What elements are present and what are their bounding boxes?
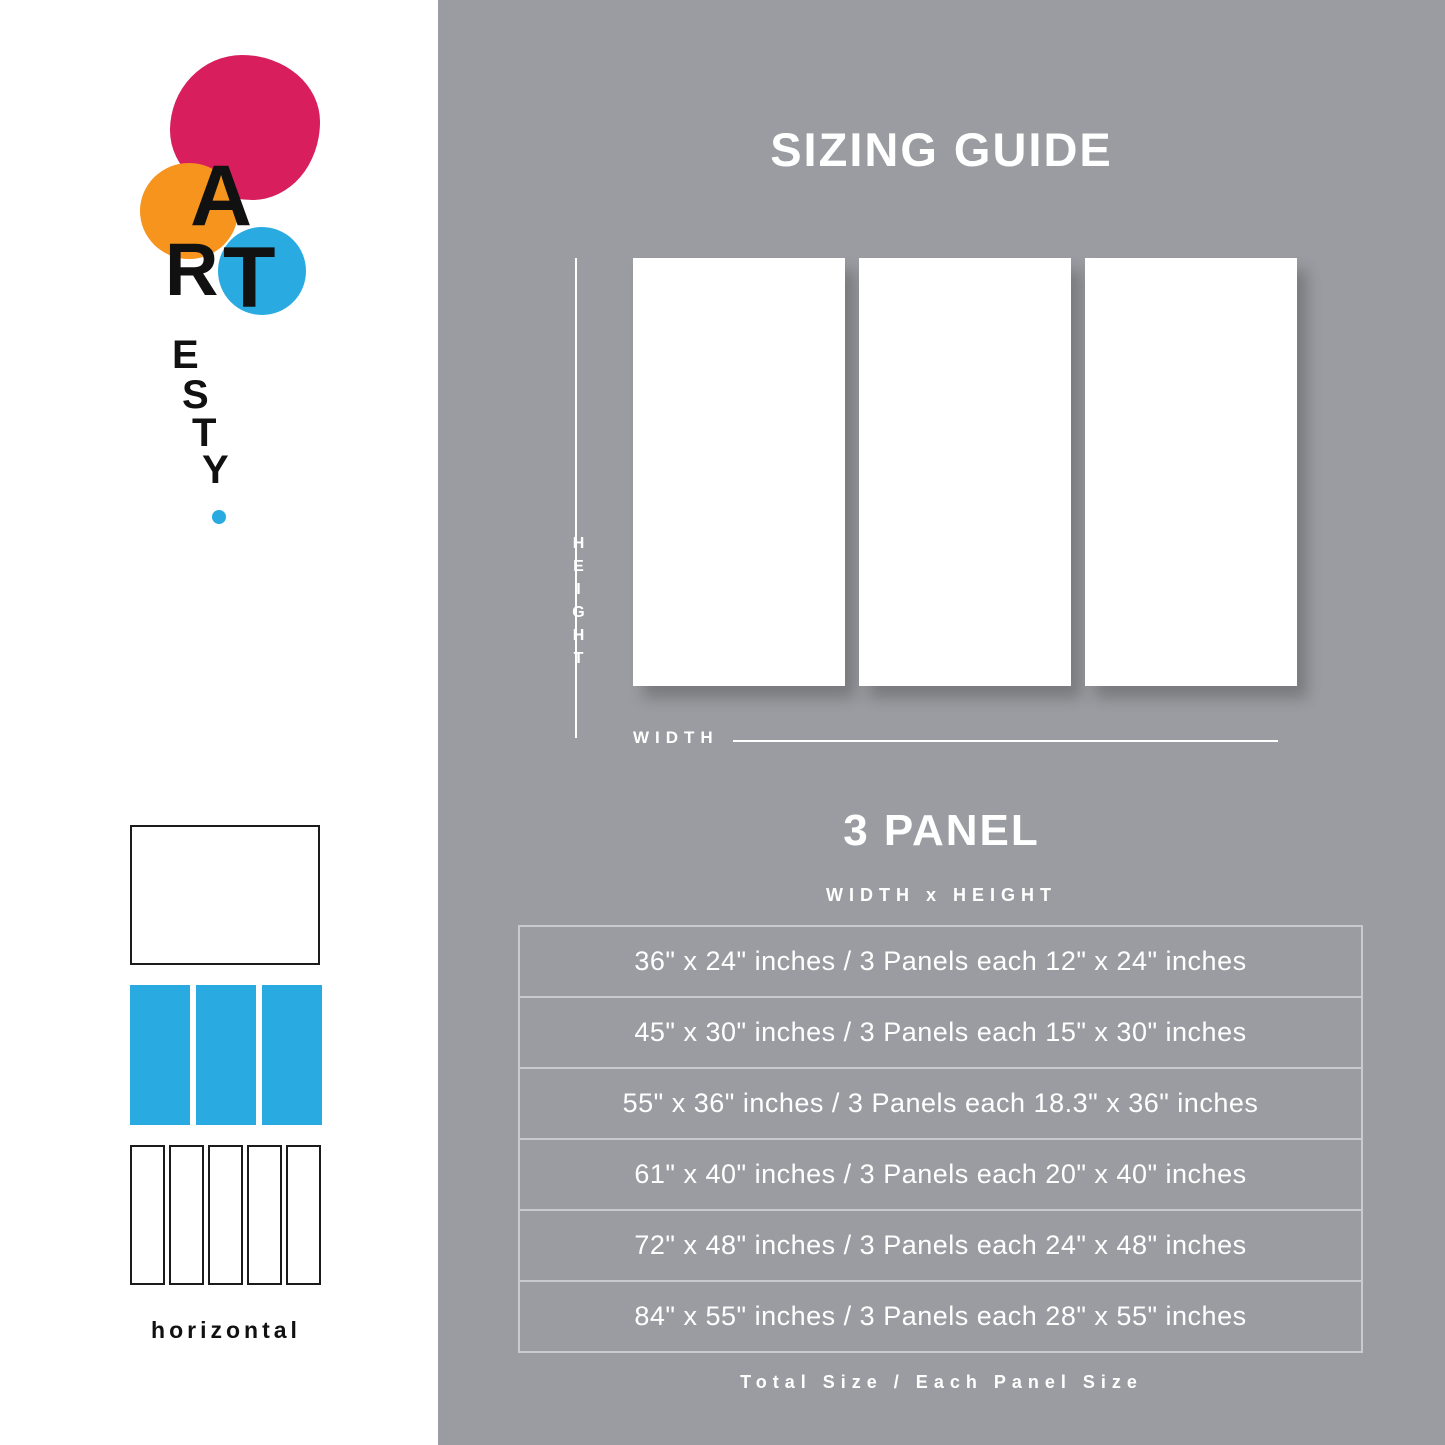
logo-letter-t: T [223, 230, 276, 326]
preview-five-panel [130, 1145, 322, 1285]
logo-letter-e: E [172, 333, 199, 377]
logo-letter-r: R [165, 228, 219, 311]
table-row: 84" x 55" inches / 3 Panels each 28" x 55" inches [634, 1301, 1247, 1331]
preview-three-panel [130, 985, 322, 1125]
table-row: 61" x 40" inches / 3 Panels each 20" x 40" inches [520, 1140, 1361, 1211]
panel-diagram [438, 250, 1445, 780]
table-row: 55" x 36" inches / 3 Panels each 18.3" x 36" inches [520, 1069, 1361, 1140]
diagram-panel [633, 258, 845, 686]
right-panel [438, 0, 1445, 1445]
logo-letter-t2: T [192, 411, 217, 455]
logo-letter-a: A [190, 148, 253, 244]
preview-panel-cell [130, 1145, 165, 1285]
panel-count-heading: 3 PANEL [843, 806, 1040, 855]
preview-panel-cell [286, 1145, 321, 1285]
logo-letter-y: Y [202, 448, 229, 492]
page-title: SIZING GUIDE [770, 123, 1113, 176]
preview-panel-cell [262, 985, 322, 1125]
orientation-previews [130, 825, 322, 1344]
table-row: 45" x 30" inches / 3 Panels each 15" x 30" inches [520, 998, 1361, 1069]
dimension-subheading: WIDTH x HEIGHT [826, 885, 1057, 905]
preview-single-panel [130, 825, 320, 965]
preview-panel-cell [196, 985, 256, 1125]
table-footer-label: Total Size / Each Panel Size [740, 1372, 1143, 1392]
height-axis-label: HEIGHT [570, 535, 587, 673]
diagram-panels [633, 258, 1297, 686]
table-row: 72" x 48" inches / 3 Panels each 24" x 48" inches [520, 1211, 1361, 1282]
left-panel [0, 0, 438, 1445]
size-table [518, 925, 1363, 1353]
width-axis-label: WIDTH [633, 728, 733, 748]
preview-panel-cell [208, 1145, 243, 1285]
diagram-panel [859, 258, 1071, 686]
preview-panel-cell [130, 985, 190, 1125]
preview-panel-cell [247, 1145, 282, 1285]
brand-logo [130, 45, 330, 492]
preview-panel-cell [169, 1145, 204, 1285]
orientation-caption: horizontal [151, 1317, 301, 1343]
logo-dot-icon [212, 510, 226, 524]
table-row: 36" x 24" inches / 3 Panels each 12" x 24" inches [520, 927, 1361, 998]
diagram-panel [1085, 258, 1297, 686]
logo-letter-s: S [182, 373, 209, 417]
